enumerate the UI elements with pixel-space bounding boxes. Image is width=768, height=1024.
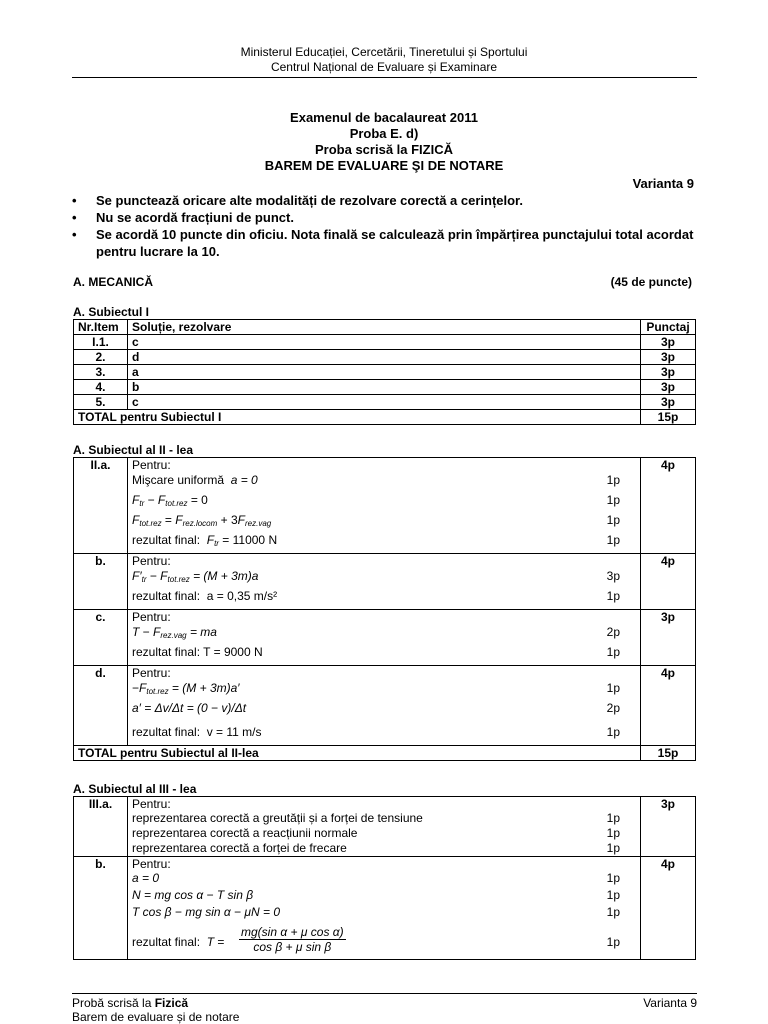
- pentru-label: Pentru:: [132, 857, 171, 871]
- table-row: [74, 335, 696, 350]
- table-row: [74, 458, 696, 554]
- points: 3p: [641, 335, 696, 350]
- item-number: I.1.: [74, 335, 128, 350]
- solution-cell: [128, 857, 641, 960]
- total-label: TOTAL pentru Subiectul I: [74, 410, 641, 425]
- solution-line: reprezentarea corectă a forței de frecare 1p: [132, 841, 620, 855]
- solution-line: T cos β − mg sin α − μN = 0 1p: [132, 905, 620, 919]
- solution-cell: [128, 666, 641, 746]
- instructions-list: [72, 192, 702, 260]
- header-rule: [72, 77, 697, 78]
- points: 4p: [641, 554, 696, 610]
- exam-title: Examenul de bacalaureat 2011: [290, 110, 478, 125]
- item-number: 3.: [74, 365, 128, 380]
- solution-line: rezultat final: $F_{tr} = 11000$ N 1p: [132, 533, 620, 548]
- footer-subject: Probă scrisă la Fizică: [72, 996, 189, 1010]
- answer: c: [128, 335, 641, 350]
- subiect2-title: A. Subiectul al II - lea: [73, 443, 194, 457]
- instruction-item: • Nu se acordă fracțiuni de punct.: [72, 210, 294, 225]
- answer: c: [128, 395, 641, 410]
- item-number: b.: [74, 857, 128, 960]
- section-a-points: (45 de puncte): [610, 275, 692, 289]
- item-number: II.a.: [74, 458, 128, 554]
- solution-line: a = 0 1p: [132, 871, 620, 885]
- table-row: [74, 350, 696, 365]
- item-number: 5.: [74, 395, 128, 410]
- item-number: 4.: [74, 380, 128, 395]
- item-number: d.: [74, 666, 128, 746]
- item-number: c.: [74, 610, 128, 666]
- table-header-row: [74, 320, 696, 335]
- footer-variant: Varianta 9: [643, 996, 697, 1010]
- table-row: [74, 365, 696, 380]
- solution-line: reprezentarea corectă a reacțiunii normale 1p: [132, 826, 620, 840]
- points: 3p: [641, 380, 696, 395]
- solution-line: $F_{tr} - F_{tot.rez} = 0$ 1p: [132, 493, 620, 508]
- table-row: [74, 380, 696, 395]
- table-row: [74, 610, 696, 666]
- item-number: III.a.: [74, 797, 128, 857]
- footer-rule: [72, 993, 697, 994]
- instruction-item: • Se acordă 10 puncte din oficiu. Nota finală se calculează prin împărțirea punctajului total acordat pentru lucrare la 10.: [72, 227, 694, 259]
- solution-cell: [128, 458, 641, 554]
- answer: d: [128, 350, 641, 365]
- points: 3p: [641, 797, 696, 857]
- footer-barem: Barem de evaluare și de notare: [72, 1010, 240, 1024]
- col-solution-header: Soluție, rezolvare: [128, 320, 641, 335]
- proba-title: Proba E. d): [349, 126, 419, 141]
- total-row: [74, 746, 696, 761]
- barem-title: BAREM DE EVALUARE ŞI DE NOTARE: [264, 158, 504, 173]
- subiect2-table: [73, 457, 696, 761]
- instruction-item: • Se punctează oricare alte modalități de rezolvare corectă a cerințelor.: [72, 193, 524, 208]
- points: 4p: [641, 857, 696, 960]
- solution-line: reprezentarea corectă a greutății și a forței de tensiune 1p: [132, 811, 620, 825]
- solution-line: Mişcare uniformă a = 0 1p: [132, 473, 620, 487]
- solution-line: $F'_{tr} - F_{tot.rez} = (M + 3m)a$ 3p: [132, 569, 620, 584]
- total-points: 15p: [641, 410, 696, 425]
- solution-line: rezultat final: v = 11 m/s 1p: [132, 725, 620, 739]
- pentru-label: Pentru:: [132, 458, 171, 472]
- table-row: [74, 554, 696, 610]
- solution-line: a′ = Δv/Δt = (0 − v)/Δt 2p: [132, 701, 620, 715]
- pentru-label: Pentru:: [132, 797, 171, 811]
- solution-cell: [128, 610, 641, 666]
- points: 3p: [641, 350, 696, 365]
- total-points: 15p: [641, 746, 696, 761]
- solution-line: rezultat final: T = mg(sin α + μ cos α) cos β + μ sin β 1p: [132, 925, 620, 954]
- solution-cell: [128, 554, 641, 610]
- variant-label: Varianta 9: [632, 176, 694, 191]
- solution-cell: [128, 797, 641, 857]
- points: 4p: [641, 666, 696, 746]
- pentru-label: Pentru:: [132, 554, 171, 568]
- solution-line: $T - F_{rez.vag}$ = ma 2p: [132, 625, 620, 640]
- total-label: TOTAL pentru Subiectul al II-lea: [74, 746, 641, 761]
- header-ministry: Ministerul Educației, Cercetării, Tineretului și Sportului: [240, 45, 528, 59]
- subiect3-title: A. Subiectul al III - lea: [73, 782, 197, 796]
- solution-line: $F_{tot.rez} = F_{rez.locom} + 3F_{rez.vag}$ 1p: [132, 513, 620, 528]
- table-row: [74, 857, 696, 960]
- solution-line: rezultat final: T = 9000 N 1p: [132, 645, 620, 659]
- item-number: 2.: [74, 350, 128, 365]
- pentru-label: Pentru:: [132, 610, 171, 624]
- answer: a: [128, 365, 641, 380]
- total-row: [74, 410, 696, 425]
- table-row: [74, 395, 696, 410]
- col-points-header: Punctaj: [641, 320, 696, 335]
- subiect1-title: A. Subiectul I: [73, 305, 150, 319]
- solution-line: rezultat final: a = 0,35 m/s² 1p: [132, 589, 620, 603]
- solution-line: N = mg cos α − T sin β 1p: [132, 888, 620, 902]
- table-row: [74, 666, 696, 746]
- col-item-header: Nr.Item: [74, 320, 128, 335]
- points: 3p: [641, 365, 696, 380]
- item-number: b.: [74, 554, 128, 610]
- section-a-title: A. MECANICĂ: [73, 275, 153, 289]
- header-center: Centrul Național de Evaluare și Examinare: [270, 60, 498, 74]
- subiect1-table: [73, 319, 696, 425]
- points: 3p: [641, 610, 696, 666]
- points: 4p: [641, 458, 696, 554]
- solution-line: $-F_{tot.rez} = (M + 3m)a'$ 1p: [132, 681, 620, 696]
- pentru-label: Pentru:: [132, 666, 171, 680]
- table-row: [74, 797, 696, 857]
- footer: [72, 996, 697, 1024]
- answer: b: [128, 380, 641, 395]
- subiect3-table: [73, 796, 696, 960]
- fraction: mg(sin α + μ cos α) cos β + μ sin β: [241, 925, 344, 954]
- points: 3p: [641, 395, 696, 410]
- subject-title: Proba scrisă la FIZICĂ: [315, 142, 453, 157]
